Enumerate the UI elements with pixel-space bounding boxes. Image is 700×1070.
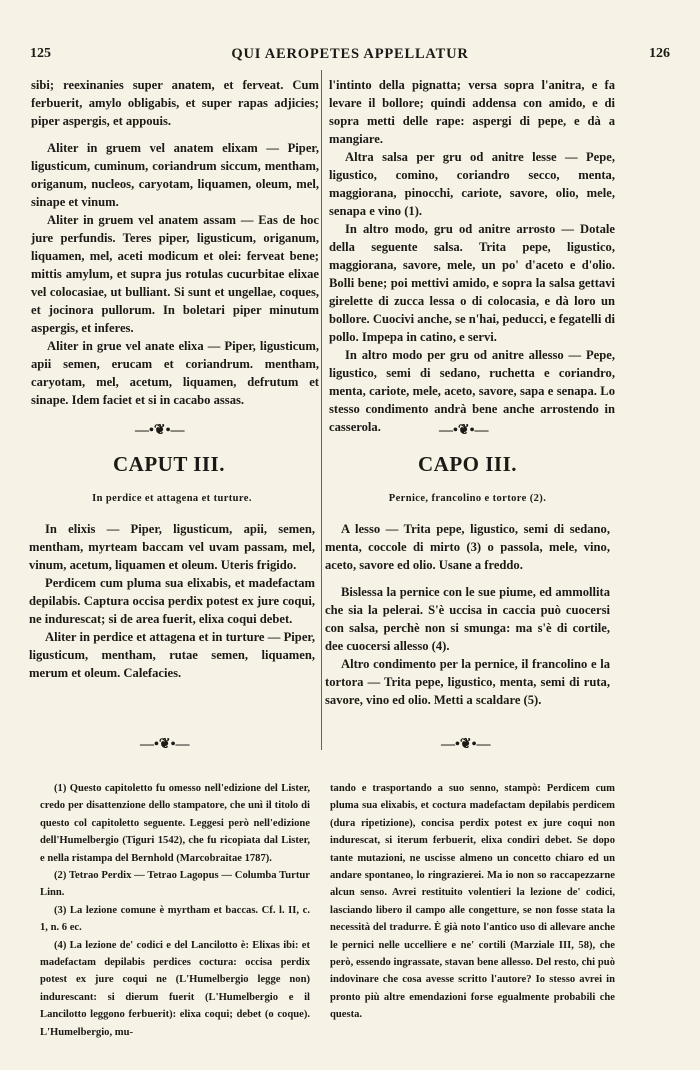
ornament: —•❦•— (140, 737, 190, 752)
italian-chapter-subtitle: Pernice, francolino e tortore (2). (388, 493, 547, 504)
italian-paragraph: Altra salsa per gru od anitre lesse — Pepe, ligustico, comino, coriandro secco, menta, maggiorana, pinocchi, cariote, savore, olio, mele, senapa e vino (1). (329, 150, 615, 218)
latin-column-bottom (29, 520, 315, 682)
running-title: QUI AEROPETES APPELLATUR (231, 46, 469, 62)
footnotes-left (40, 780, 310, 1041)
italian-chapter-title: CAPO III. (418, 452, 518, 476)
column-divider (321, 70, 322, 750)
latin-paragraph: Aliter in gruem vel anatem assam — Eas de hoc jure perfundis. Teres piper, ligusticum, origanum, liquamen, mel, aceti modicum et olei: ferveat bene; mittis amylum, et supra jus rotulas cucurbitae elixae vel colocasiae, ut bulliant. Si sunt et ungellae, coques, et jocinora pullorum. In boletari piper minutum aspergis, et inferes. (31, 213, 319, 335)
footnote-continuation: tando e trasportando a suo senno, stampò: Perdicem cum pluma sua elixabis, et coctura madefactam depilabis perdicem (dura ripetizione), concisa perdix potest ex jure coqui non indurescat, si iterum ferbuerit, elixa condiri debet. Se dopo tante mutazioni, ne uscisse almeno un concetto chiaro ed un andare spontaneo, lo ringrazierei. Ma io non so raccapezzarne alcun senso. Avrei restituito volentieri la lezione de' codici, lasciando libero il campo alle congetture, se non fosse stata la necessità del tradurre. È già noto l'antico uso di allevare anche le pernici nelle uccelliere e ne' cortili (Marziale III, 58), che però, essendo ingrassate, stavan bene allesso. Del resto, chi può indovinare che cosa avesse scritto l'autore? Io stesso avrei in pronto più altre emendazioni forse egualmente probabili che questa. (330, 783, 615, 1021)
latin-paragraph: In elixis — Piper, ligusticum, apii, semen, mentham, myrteam baccam vel uvam passam, mel, vinum, acetum, liquamen et oleum. Uteris frigido. (29, 522, 315, 572)
latin-paragraph: Perdicem cum pluma sua elixabis, et madefactam depilabis. Captura occisa perdix potest ex jure coqui, ne indurescat; si de area fuerit, elixa coqui debet. (29, 576, 315, 626)
ornament: —•❦•— (135, 423, 185, 438)
latin-column-top (31, 76, 319, 409)
ornament: —•❦•— (441, 737, 491, 752)
italian-paragraph: In altro modo per gru od anitre allesso — Pepe, ligustico, semi di sedano, ruchetta e coriandro, menta, cariote, mele, aceto, savore, sapa e senapa. Lo stesso condimento andrà bene anche arrostendo in casserola. (329, 348, 615, 434)
footnote: (4) La lezione de' codici e del Lancilotto è: Elixas ibi: et madefactam depilabis perdices coctura: occisa perdix potest ex jure coqui ne (L'Humelbergio legge non) indurescant: si dierum fuerit (L'Humelbergio e il Lancilotto leggono ferbuerit): elixa coqui; debet (o coque). L'Humelbergio, mu- (40, 939, 310, 1038)
page-number-right: 126 (649, 46, 670, 61)
italian-paragraph: l'intinto della pignatta; versa sopra l'anitra, e fa levare il bollore; quindi addensa con amido, e di sopra metti delle rape: aspergi di pepe, e dà a mangiare. (329, 78, 615, 146)
italian-paragraph: Bislessa la pernice con le sue piume, ed ammollita che sia la pelerai. S'è uccisa in caccia può cuocersi con salsa, perchè non si smunga: ma s'è di cortile, dee cuocersi allesso (4). (325, 585, 610, 653)
italian-paragraph: In altro modo, gru od anitre arrosto — Dotale della seguente salsa. Trita pepe, ligustico, maggiorana, savore, mele, un po' d'aceto e d'olio. Bolli bene; poi mettivi amido, e sopra la salsa gettavi girelette di zucca lessa o di colocasia, e dà loro un bollore. Cuocivi anche, se n'hai, peducci, e fegatelli di pollo. Impepa in catino, e servi. (329, 222, 615, 344)
latin-paragraph: Aliter in perdice et attagena et in turture — Piper, ligusticum, mentham, rutae semen, liquamen, merum et oleum. Calefacies. (29, 630, 315, 680)
ornament: —•❦•— (439, 423, 489, 438)
footnote: (2) Tetrao Perdix — Tetrao Lagopus — Columba Turtur Linn. (40, 870, 310, 899)
italian-paragraph: A lesso — Trita pepe, ligustico, semi di sedano, menta, coccole di mirto (3) o passola, mele, vino, aceto, savore ed olio. Usane a freddo. (325, 522, 610, 572)
latin-chapter-subtitle: In perdice et attagena et turture. (92, 493, 252, 504)
footnotes-right (330, 780, 615, 1024)
page-number-left: 125 (30, 46, 51, 61)
italian-paragraph: Altro condimento per la pernice, il francolino e la tortora — Trita pepe, ligustico, menta, semi di ruta, savore, vino ed olio. Metti a scaldare (5). (325, 657, 610, 707)
footnote: (3) La lezione comune è myrtham et baccas. Cf. l. II, c. 1, n. 6 ec. (40, 904, 310, 934)
footnote: (1) Questo capitoletto fu omesso nell'edizione del Lister, credo per disattenzione dello stampatore, che unì il titolo di questo col capitoletto seguente. Leggesi però nell'edizione dell'Humelbergio (Tiguri 1542), che fu ricopiata dal Lister, e nella ristampa del Bernhold (Marcobraitae 1787). (40, 783, 310, 864)
latin-paragraph: sibi; reexinanies super anatem, et ferveat. Cum ferbuerit, amylo obligabis, et super rapas adjicies; piper aspergis, et appouis. (31, 78, 319, 128)
latin-paragraph: Aliter in gruem vel anatem elixam — Piper, ligusticum, cuminum, coriandrum siccum, mentham, origanum, nucleos, caryotam, liquamen, oleum, mel, sinape et vinum. (31, 141, 319, 209)
latin-chapter-title: CAPUT III. (113, 452, 225, 476)
italian-column-top (323, 76, 615, 436)
running-header (30, 46, 670, 66)
latin-paragraph: Aliter in grue vel anate elixa — Piper, ligusticum, apii semen, erucam et coriandrum. mentham, caryotam, mel, acetum, liquamen, defrutum et sinape. Idem faciet et si in cacabo assas. (31, 339, 319, 407)
italian-column-bottom (325, 520, 610, 709)
